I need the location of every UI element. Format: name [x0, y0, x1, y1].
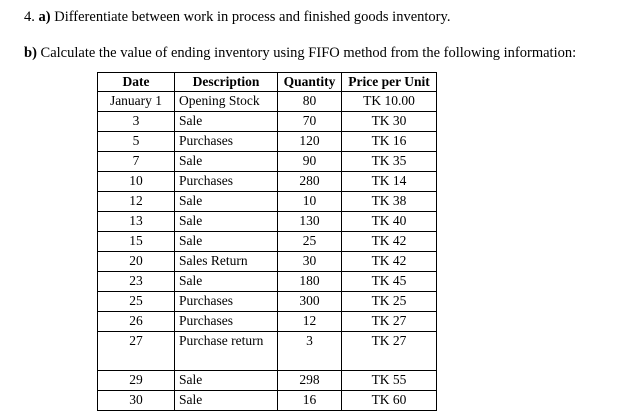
cell-quantity: 90	[278, 152, 342, 172]
cell-price: TK 42	[342, 252, 437, 272]
cell-price: TK 27	[342, 332, 437, 371]
cell-price: TK 40	[342, 212, 437, 232]
header-quantity: Quantity	[278, 73, 342, 92]
cell-price: TK 27	[342, 312, 437, 332]
cell-date: 25	[98, 292, 175, 312]
cell-price: TK 45	[342, 272, 437, 292]
table-row	[98, 152, 437, 172]
table-row	[98, 292, 437, 312]
cell-quantity: 3	[278, 332, 342, 371]
cell-quantity: 10	[278, 192, 342, 212]
table-row	[98, 172, 437, 192]
question-b	[24, 44, 576, 62]
cell-description: Sale	[175, 212, 278, 232]
cell-date: 13	[98, 212, 175, 232]
cell-quantity: 300	[278, 292, 342, 312]
cell-description: Opening Stock	[175, 92, 278, 112]
cell-price: TK 42	[342, 232, 437, 252]
cell-description: Sale	[175, 371, 278, 391]
table-row	[98, 212, 437, 232]
question-a	[24, 8, 450, 26]
cell-description: Sales Return	[175, 252, 278, 272]
cell-date: 26	[98, 312, 175, 332]
inventory-table	[97, 72, 437, 411]
cell-description: Sale	[175, 391, 278, 411]
cell-quantity: 12	[278, 312, 342, 332]
cell-quantity: 80	[278, 92, 342, 112]
table-row	[98, 371, 437, 391]
cell-description: Purchases	[175, 312, 278, 332]
cell-date: 10	[98, 172, 175, 192]
cell-price: TK 38	[342, 192, 437, 212]
cell-date: 30	[98, 391, 175, 411]
table-row	[98, 92, 437, 112]
cell-description: Purchases	[175, 292, 278, 312]
cell-price: TK 10.00	[342, 92, 437, 112]
cell-price: TK 35	[342, 152, 437, 172]
cell-price: TK 16	[342, 132, 437, 152]
question-b-part-label: b)	[24, 45, 37, 61]
cell-quantity: 298	[278, 371, 342, 391]
cell-quantity: 280	[278, 172, 342, 192]
header-description: Description	[175, 73, 278, 92]
table-row	[98, 112, 437, 132]
table-row	[98, 232, 437, 252]
cell-quantity: 120	[278, 132, 342, 152]
header-price-per-unit: Price per Unit	[342, 73, 437, 92]
cell-price: TK 14	[342, 172, 437, 192]
cell-description: Sale	[175, 232, 278, 252]
cell-description: Sale	[175, 112, 278, 132]
cell-date: 3	[98, 112, 175, 132]
question-a-text: Differentiate between work in process and finished goods inventory.	[50, 9, 451, 25]
cell-date: 27	[98, 332, 175, 371]
cell-description-text: Purchase return	[179, 333, 264, 348]
table-row	[98, 272, 437, 292]
cell-date: 12	[98, 192, 175, 212]
cell-date: 29	[98, 371, 175, 391]
cell-date: 7	[98, 152, 175, 172]
cell-price: TK 30	[342, 112, 437, 132]
cell-quantity: 70	[278, 112, 342, 132]
cell-date: 23	[98, 272, 175, 292]
cell-description: Sale	[175, 272, 278, 292]
question-number: 4.	[24, 9, 39, 25]
cell-description: Sale	[175, 192, 278, 212]
cell-quantity: 130	[278, 212, 342, 232]
table-row	[98, 192, 437, 212]
cell-quantity: 30	[278, 252, 342, 272]
cell-quantity: 180	[278, 272, 342, 292]
cell-date: 15	[98, 232, 175, 252]
table-row	[98, 391, 437, 411]
table-row	[98, 312, 437, 332]
cell-date: January 1	[98, 92, 175, 112]
cell-price: TK 60	[342, 391, 437, 411]
cell-description	[175, 332, 278, 371]
table-row	[98, 132, 437, 152]
cell-price: TK 55	[342, 371, 437, 391]
cell-date: 5	[98, 132, 175, 152]
table-header-row	[98, 73, 437, 92]
cell-quantity: 16	[278, 391, 342, 411]
table-row	[98, 332, 437, 371]
cell-date: 20	[98, 252, 175, 272]
header-date: Date	[98, 73, 175, 92]
cell-quantity: 25	[278, 232, 342, 252]
cell-description: Purchases	[175, 172, 278, 192]
question-b-text: Calculate the value of ending inventory using FIFO method from the following information:	[36, 45, 577, 61]
table-body	[98, 92, 437, 411]
question-a-part-label: a)	[38, 9, 51, 25]
cell-price: TK 25	[342, 292, 437, 312]
cell-description: Purchases	[175, 132, 278, 152]
cell-description: Sale	[175, 152, 278, 172]
table-row	[98, 252, 437, 272]
